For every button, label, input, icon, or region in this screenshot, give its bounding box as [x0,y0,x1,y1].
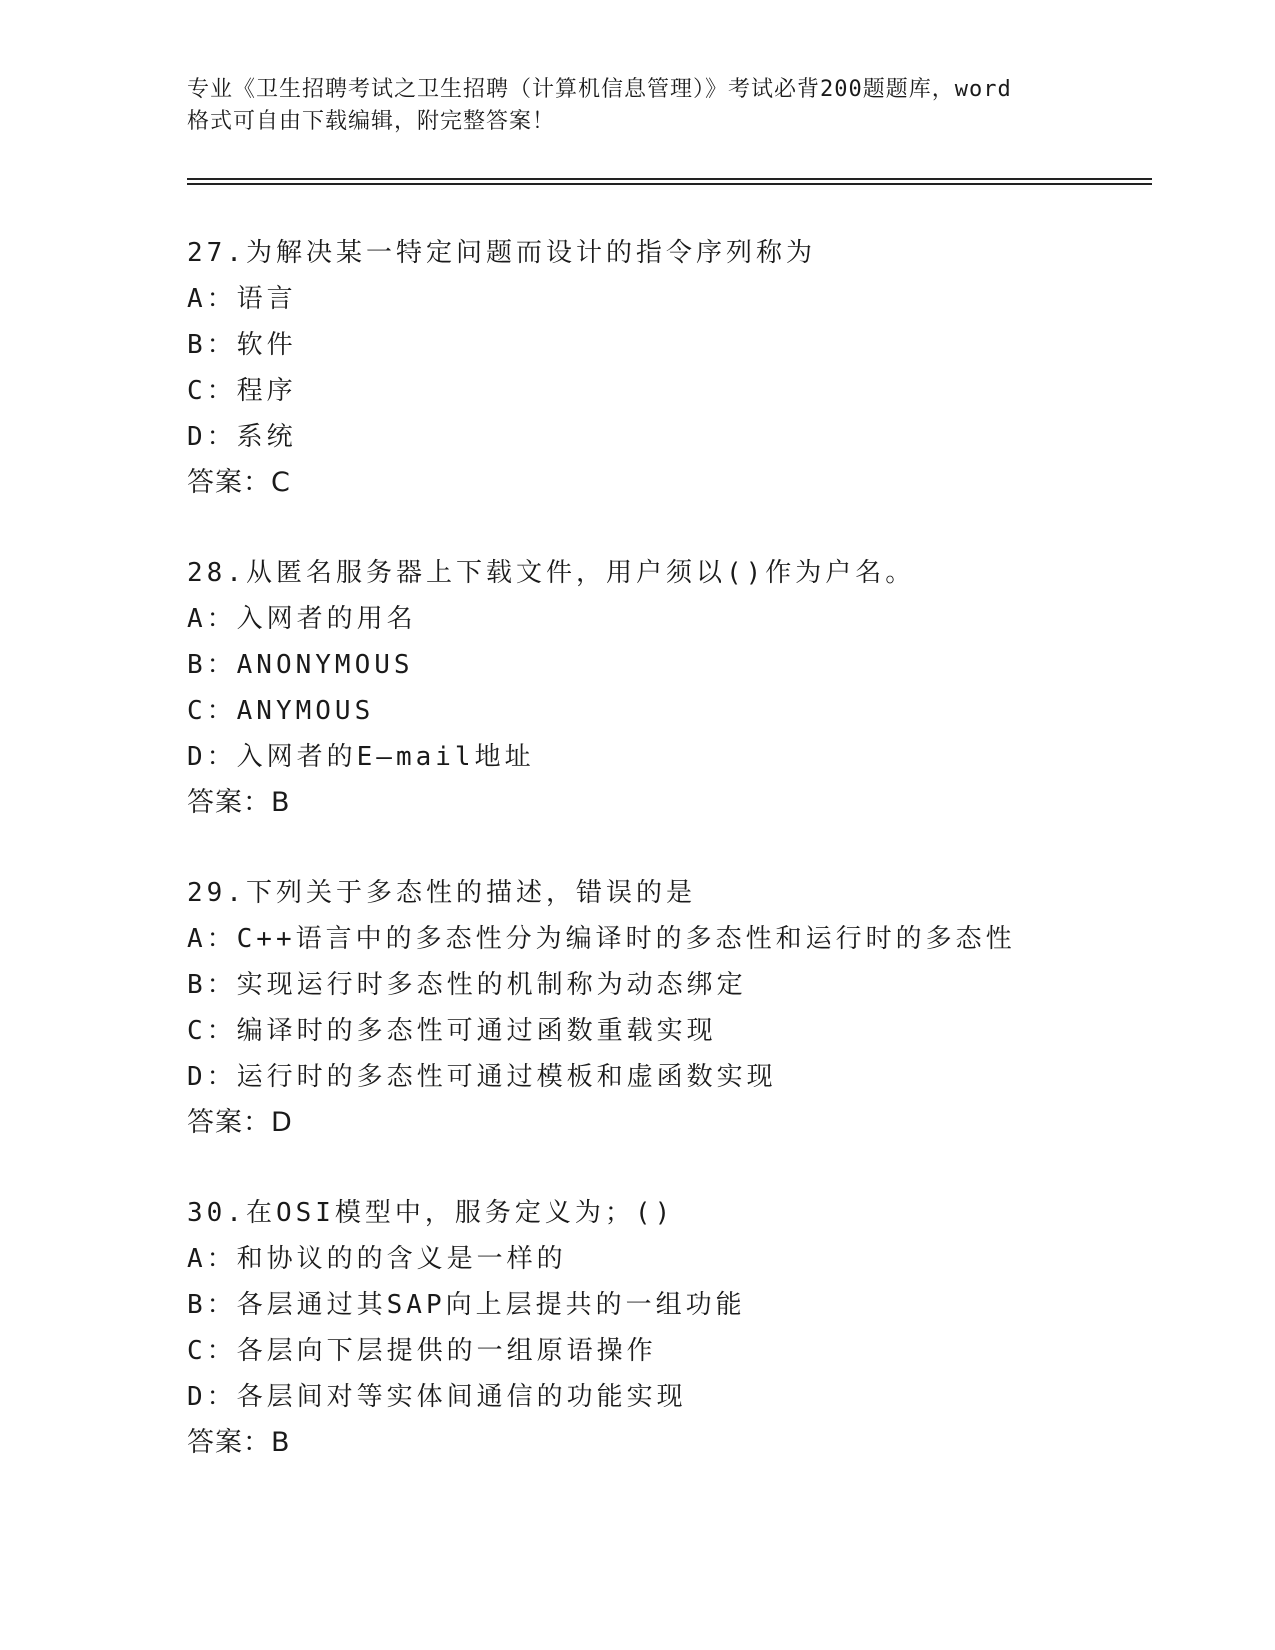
option-b: B：ANONYMOUS [187,650,414,680]
option-b: B：各层通过其SAP向上层提共的一组功能 [187,1290,746,1320]
header-divider-top [187,178,1152,180]
answer: 答案：B [187,1427,291,1458]
question-stem: 30.在OSI模型中，服务定义为；() [187,1198,675,1228]
document-header [187,74,1087,138]
answer: 答案：D [187,1107,293,1138]
question-stem: 27.为解决某一特定问题而设计的指令序列称为 [187,238,816,268]
option-a: A：入网者的用名 [187,604,417,634]
option-a: A：C++语言中的多态性分为编译时的多态性和运行时的多态性 [187,924,1016,954]
option-c: C：各层向下层提供的一组原语操作 [187,1336,657,1366]
answer: 答案：C [187,467,291,498]
option-a: A：和协议的的含义是一样的 [187,1244,567,1274]
header-line-2: 格式可自由下载编辑，附完整答案！ [187,109,556,134]
question-27 [187,230,1187,506]
answer: 答案：B [187,787,291,818]
question-28 [187,550,1187,826]
option-d: D：各层间对等实体间通信的功能实现 [187,1382,687,1412]
option-c: C：ANYMOUS [187,696,375,726]
option-a: A：语言 [187,284,297,314]
header-divider-bottom [187,183,1152,185]
question-stem: 28.从匿名服务器上下载文件，用户须以()作为户名。 [187,558,916,588]
option-d: D：入网者的E—mail地址 [187,742,535,772]
question-29 [187,870,1187,1146]
option-b: B：软件 [187,330,297,360]
option-c: C：程序 [187,376,297,406]
question-stem: 29.下列关于多态性的描述，错误的是 [187,878,696,908]
option-d: D：运行时的多态性可通过模板和虚函数实现 [187,1062,777,1092]
option-b: B：实现运行时多态性的机制称为动态绑定 [187,970,747,1000]
question-30 [187,1190,1187,1466]
option-c: C：编译时的多态性可通过函数重载实现 [187,1016,717,1046]
option-d: D：系统 [187,422,297,452]
header-line-1: 专业《卫生招聘考试之卫生招聘（计算机信息管理）》考试必背200题题库，word [187,77,1012,102]
